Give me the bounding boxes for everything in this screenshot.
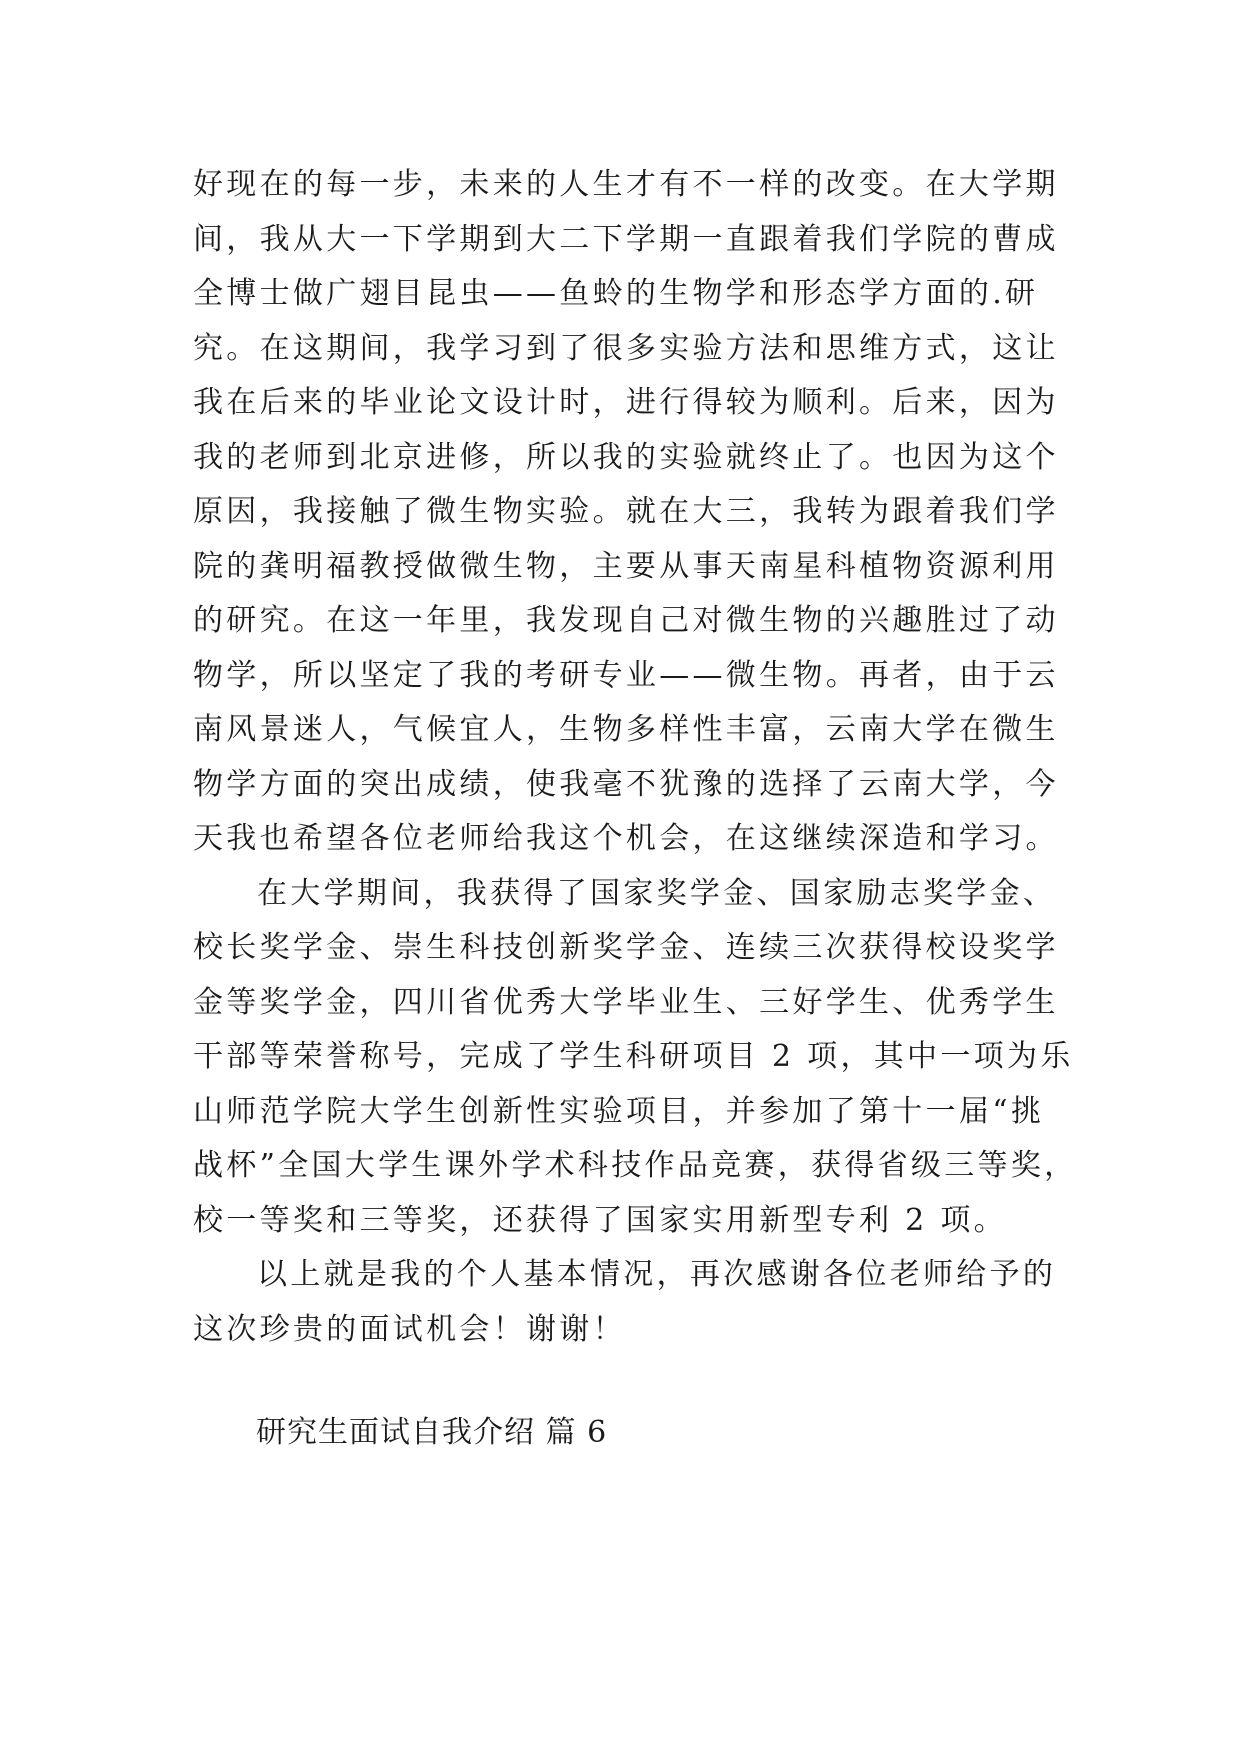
paragraph-start-line: 在大学期间，我获得了国家奖学金、国家励志奖学金、 xyxy=(257,875,1057,911)
section-heading: 研究生面试自我介绍 篇 6 xyxy=(256,1415,608,1450)
text-line: 物学方面的突出成绩，使我毫不犹豫的选择了云南大学，今 xyxy=(193,766,1059,802)
paragraph-start-line: 以上就是我的个人基本情况，再次感谢各位老师给予的 xyxy=(257,1257,1057,1292)
text-line: 南风景迷人，气候宜人，生物多样性丰富，云南大学在微生 xyxy=(193,712,1059,747)
text-line: 的研究。在这一年里，我发现自己对微生物的兴趣胜过了动 xyxy=(193,603,1059,638)
text-line: 好现在的每一步，未来的人生才有不一样的改变。在大学期 xyxy=(193,167,1059,202)
text-line: 这次珍贵的面试机会！谢谢！ xyxy=(193,1311,626,1347)
text-line: 校一等奖和三等奖，还获得了国家实用新型专利 2 项。 xyxy=(193,1202,1007,1238)
text-line: 战杯”全国大学生课外学术科技作品竞赛，获得省级三等奖， xyxy=(193,1148,1078,1183)
text-line: 天我也希望各位老师给我这个机会，在这继续深造和学习。 xyxy=(193,821,1059,856)
text-line: 原因，我接触了微生物实验。就在大三，我转为跟着我们学 xyxy=(193,494,1059,529)
text-line: 校长奖学金、崇生科技创新奖学金、连续三次获得校设奖学 xyxy=(193,930,1059,965)
text-line: 院的龚明福教授做微生物，主要从事天南星科植物资源利用 xyxy=(193,548,1059,584)
text-line: 全博士做广翅目昆虫——鱼蛉的生物学和形态学方面的.研 xyxy=(193,276,1039,311)
text-line: 我的老师到北京进修，所以我的实验就终止了。也因为这个 xyxy=(193,439,1059,475)
text-line: 干部等荣誉称号，完成了学生科研项目 2 项，其中一项为乐 xyxy=(193,1039,1074,1074)
text-line: 我在后来的毕业论文设计时，进行得较为顺利。后来，因为 xyxy=(193,385,1059,420)
text-line: 金等奖学金，四川省优秀大学毕业生、三好学生、优秀学生 xyxy=(193,984,1059,1020)
body-text xyxy=(193,158,1093,1357)
text-line: 间，我从大一下学期到大二下学期一直跟着我们学院的曹成 xyxy=(193,221,1059,257)
text-line: 究。在这期间，我学习到了很多实验方法和思维方式，这让 xyxy=(193,330,1059,366)
text-line: 物学，所以坚定了我的考研专业——微生物。再者，由于云 xyxy=(193,657,1059,693)
text-line: 山师范学院大学生创新性实验项目，并参加了第十一届“挑 xyxy=(193,1093,1045,1129)
